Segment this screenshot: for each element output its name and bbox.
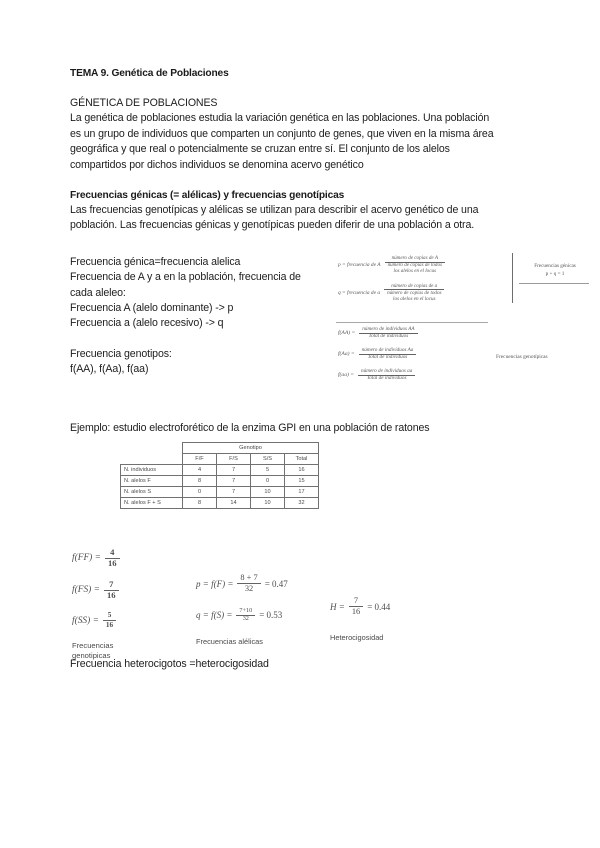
table-header-total: Total — [285, 454, 319, 465]
bottom-allelic-p-denominator: 32 — [244, 583, 254, 593]
bottom-allelic-q — [196, 608, 336, 623]
genotypic-formula-AA-numerator: número de individuos AA — [359, 327, 417, 334]
section1-heading: GÉNETICA DE POBLACIONES — [70, 97, 218, 109]
genic-formula-divider — [512, 253, 513, 303]
table-row-2-cell-0: 0 — [183, 487, 217, 498]
genotypic-formula-Aa-denominator: Total de individuos — [367, 354, 408, 361]
genotypic-formula-AA-denominator: Total de individuos — [368, 333, 409, 340]
table-row — [121, 487, 319, 498]
genic-formula-p-lhs: p = frecuencia de A — [338, 262, 381, 269]
table-row-3-cell-2: 10 — [251, 498, 285, 509]
genic-formula-q-lhs: q = frecuencia de a — [338, 289, 381, 296]
bottom-heterozygosity-equation — [330, 597, 450, 617]
table-header-ss: S/S — [251, 454, 285, 465]
genic-frequency-formula-group — [338, 256, 508, 311]
genotypic-formula-side-label: Frecuencias genotípicas — [496, 354, 548, 360]
bottom-genotypic-ff — [72, 548, 192, 568]
section3-line-4: Frecuencia a (alelo recesivo) -> q — [70, 317, 224, 330]
table-row-1-label: N. alelos F — [121, 476, 183, 487]
bottom-allelic-caption: Frecuencias alélicas — [196, 636, 263, 646]
section1-line-3: compartidos por dichos individuos se denomina acervo genético — [70, 158, 364, 171]
genic-formula-p-denominator-1: número de copias de todos — [387, 262, 442, 269]
bottom-genotypic-ss — [72, 612, 192, 629]
section3-line-2: cada aleleo: — [70, 286, 126, 299]
genic-formula-q — [338, 284, 508, 303]
table-row — [121, 498, 319, 509]
genic-formula-q-numerator: número de copias de a — [384, 284, 444, 291]
genotypic-formula-aa — [338, 369, 588, 382]
genic-box-equation: p + q = 1 — [545, 271, 565, 277]
bottom-heterozygosity-result: = 0.44 — [367, 601, 391, 612]
genic-formula-p — [338, 256, 508, 275]
table-superheader-genotipo: Genotipo — [183, 443, 319, 454]
example-caption: Ejemplo: estudio electroforético de la enzima GPI en una población de ratones — [70, 422, 430, 434]
section1-line-2: geográfica y que real o potencialmente se cruzan entre sí. El conjunto de los alelos — [70, 143, 450, 156]
table-row-0-cell-2: 5 — [251, 465, 285, 476]
bottom-genotypic-ff-lhs: f(FF) = — [72, 553, 101, 564]
section2-heading: Frecuencias génicas (= alélicas) y frecuencias genotípicas — [70, 190, 345, 202]
bottom-genotypic-frequencies-group — [72, 548, 192, 661]
section3-line-0: Frecuencia génica=frecuencia alelica — [70, 255, 241, 268]
table-row-0-cell-3: 16 — [285, 465, 319, 476]
table-header-fs: F/S — [217, 454, 251, 465]
table-row-1-cell-1: 7 — [217, 476, 251, 487]
genotypic-formula-Aa-lhs: f(Aa) = — [338, 351, 355, 358]
genotypic-formula-aa-fraction — [358, 369, 415, 382]
bottom-allelic-q-result: = 0.53 — [259, 610, 283, 621]
section1-line-0: La genética de poblaciones estudia la variación genética en las poblaciones. Una población — [70, 112, 490, 125]
genotypic-formula-Aa-fraction — [359, 348, 417, 361]
table-row-3-cell-3: 32 — [285, 498, 319, 509]
genotype-data-table — [120, 442, 319, 509]
genotypic-formula-top-rule — [336, 322, 488, 323]
genotypic-frequency-formula-group — [338, 327, 588, 390]
genotypic-formula-aa-lhs: f(aa) = — [338, 372, 355, 379]
table-row-superheader — [121, 443, 319, 454]
bottom-genotypic-caption-line-2: genotipicas — [72, 651, 111, 661]
bottom-genotypic-fs — [72, 580, 192, 600]
genic-formula-p-numerator: número de copias de A — [385, 256, 445, 263]
bottom-genotypic-ss-numerator: 5 — [103, 612, 116, 621]
table-row-2-cell-1: 7 — [217, 487, 251, 498]
bottom-heterozygosity-fraction — [349, 597, 363, 617]
bottom-genotypic-fs-fraction — [104, 580, 119, 600]
bottom-allelic-p-lhs: p = f(F) = — [196, 578, 234, 589]
bottom-allelic-q-denominator: 32 — [242, 615, 249, 623]
page-title: TEMA 9. Genética de Poblaciones — [70, 68, 229, 79]
genic-box-rule — [519, 283, 589, 284]
section3-line-1: Frecuencia de A y a en la población, frecuencia de — [70, 271, 301, 284]
genic-formula-q-denominator-2: los alelos en el locus — [393, 295, 436, 302]
bottom-allelic-q-fraction — [236, 608, 255, 623]
table-corner-cell-2 — [121, 454, 183, 465]
bottom-genotypic-ss-lhs: f(SS) = — [72, 615, 99, 626]
bottom-allelic-q-numerator: 7+10 — [236, 608, 255, 616]
table-row-3-label: N. alelos F + S — [121, 498, 183, 509]
bottom-genotypic-fs-lhs: f(FS) = — [72, 585, 100, 596]
section2-line-1: población. Las frecuencias génicas y genotípicas pueden diferir de una población a otra. — [70, 219, 475, 232]
table-row — [121, 465, 319, 476]
bottom-genotypic-fs-denominator: 16 — [106, 590, 116, 601]
table-row — [121, 476, 319, 487]
genotypic-formula-AA-lhs: f(AA) = — [338, 330, 356, 337]
bottom-genotypic-caption-line-1: Frecuencias — [72, 641, 114, 651]
genotypic-formula-AA — [338, 327, 588, 340]
genic-formula-p-fraction — [385, 256, 445, 275]
bottom-genotypic-ff-numerator: 4 — [105, 548, 120, 559]
genotypic-formula-AA-fraction — [359, 327, 417, 340]
genic-formula-q-fraction — [384, 284, 444, 303]
bottom-heterozygosity-caption: Heterocigosidad — [330, 632, 384, 642]
bottom-genotypic-ss-fraction — [103, 612, 116, 629]
genotypic-formula-Aa-numerator: número de individuos Aa — [359, 348, 417, 355]
genotypic-formula-Aa — [338, 348, 588, 361]
bottom-heterozygosity-numerator: 7 — [349, 597, 363, 607]
table-row-2-cell-3: 17 — [285, 487, 319, 498]
table-corner-cell — [121, 443, 183, 454]
table-row-2-cell-2: 10 — [251, 487, 285, 498]
table-row-1-cell-3: 15 — [285, 476, 319, 487]
genic-formula-q-denominator-1: número de copias de todos — [387, 289, 442, 296]
bottom-allelic-frequencies-group — [196, 574, 336, 646]
bottom-heterozygosity-group — [330, 597, 450, 642]
bottom-sentence: Frecuencia heterocigotos =heterocigosidad — [70, 658, 269, 670]
bottom-genotypic-ff-fraction — [105, 548, 120, 568]
genic-box-label: Frecuencias génicas — [534, 263, 576, 269]
table-row-3-cell-1: 14 — [217, 498, 251, 509]
table-row-3-cell-0: 8 — [183, 498, 217, 509]
genic-formula-p-denominator-2: los alelos en el locus — [393, 268, 436, 275]
bottom-allelic-p — [196, 574, 336, 594]
bottom-genotypic-ss-denominator: 16 — [105, 620, 114, 629]
table-row-0-cell-1: 7 — [217, 465, 251, 476]
bottom-heterozygosity-denominator: 16 — [351, 606, 361, 616]
section2-line-0: Las frecuencias genotípicas y alélicas se utilizan para describir el acervo genético de una — [70, 204, 479, 217]
table-row-1-cell-0: 8 — [183, 476, 217, 487]
section4-line-0: Frecuencia genotipos: — [70, 347, 172, 360]
genotypic-formula-aa-numerator: número de individuos aa — [358, 369, 415, 376]
table-row-0-label: N. individuos — [121, 465, 183, 476]
table-row-2-label: N. alelos S — [121, 487, 183, 498]
bottom-allelic-p-result: = 0.47 — [264, 578, 288, 589]
bottom-allelic-p-numerator: 8 + 7 — [237, 574, 260, 584]
bottom-allelic-q-lhs: q = f(S) = — [196, 610, 233, 621]
table-row-header — [121, 454, 319, 465]
bottom-heterozygosity-lhs: H = — [330, 601, 345, 612]
bottom-genotypic-ff-denominator: 16 — [107, 558, 117, 569]
bottom-allelic-p-fraction — [237, 574, 260, 594]
genotypic-formula-aa-denominator: Total de individuos — [366, 375, 407, 382]
section1-line-1: es un grupo de individuos que comparten un conjunto de genes, que viven en la misma área — [70, 127, 494, 140]
table-row-1-cell-2: 0 — [251, 476, 285, 487]
section4-line-1: f(AA), f(Aa), f(aa) — [70, 363, 149, 376]
section3-line-3: Frecuencia A (alelo dominante) -> p — [70, 302, 234, 315]
bottom-genotypic-fs-numerator: 7 — [104, 580, 119, 591]
table-row-0-cell-0: 4 — [183, 465, 217, 476]
genic-frequency-summary-box — [521, 262, 589, 278]
table-header-ff: F/F — [183, 454, 217, 465]
